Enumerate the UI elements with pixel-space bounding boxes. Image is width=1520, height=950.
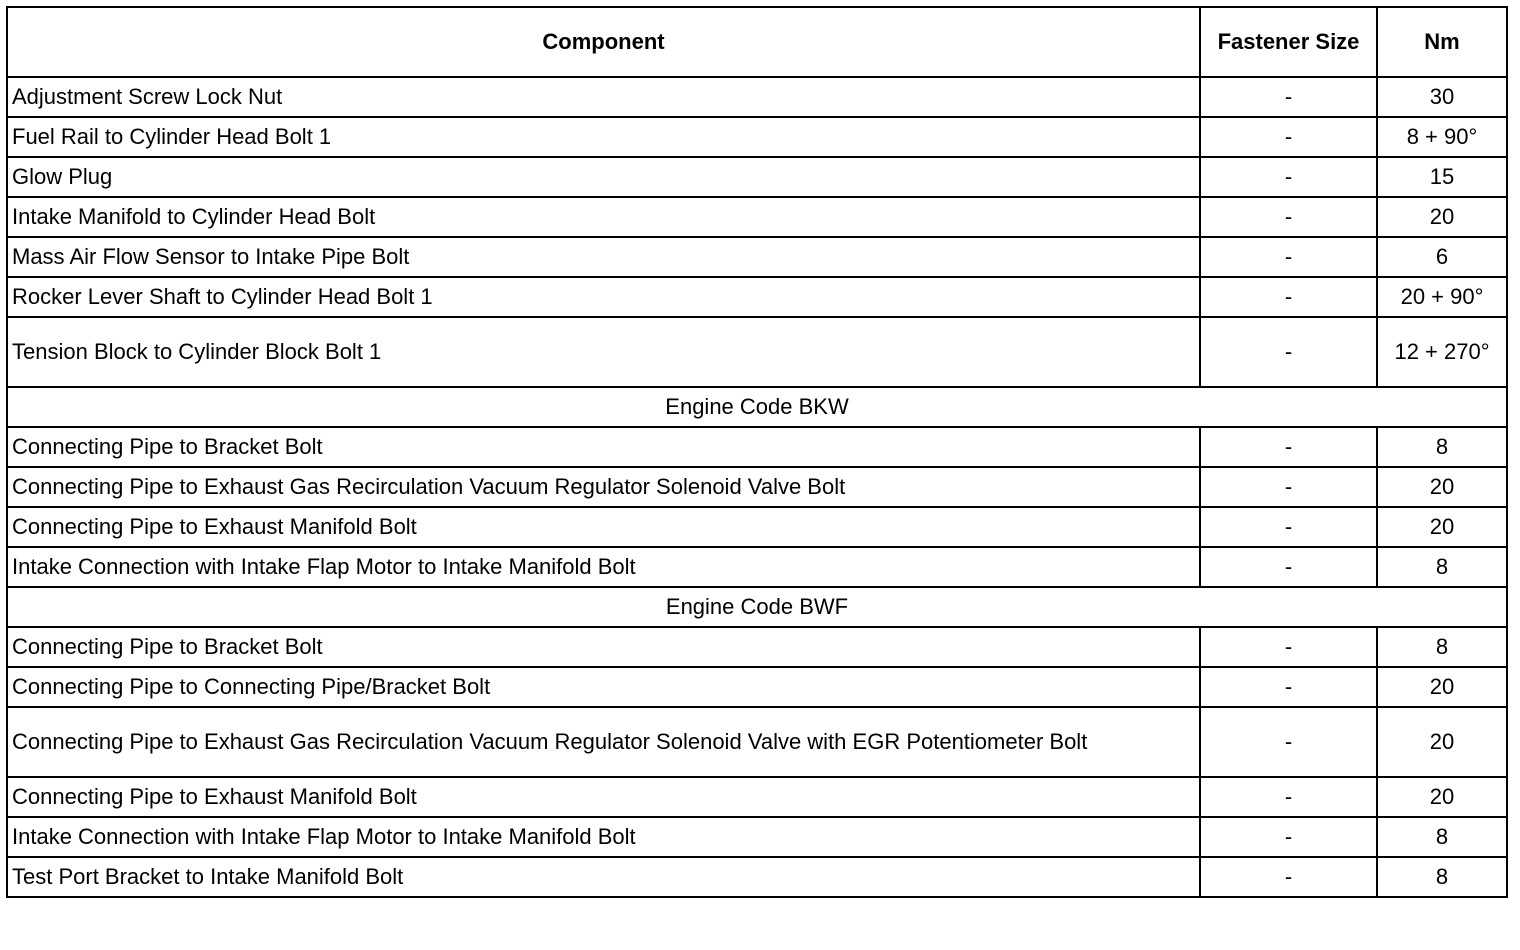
fastener-size-cell: - [1200, 237, 1377, 277]
table-row [7, 507, 1507, 547]
nm-cell: 30 [1377, 77, 1507, 117]
table-row [7, 237, 1507, 277]
nm-cell: 8 [1377, 427, 1507, 467]
component-cell: Connecting Pipe to Exhaust Gas Recirculation Vacuum Regulator Solenoid Valve with EGR Potentiometer Bolt [7, 707, 1200, 777]
table-row [7, 157, 1507, 197]
component-cell: Connecting Pipe to Connecting Pipe/Bracket Bolt [7, 667, 1200, 707]
section-row-bwf [7, 587, 1507, 627]
header-nm: Nm [1377, 7, 1507, 77]
table-row [7, 317, 1507, 387]
nm-cell: 20 + 90° [1377, 277, 1507, 317]
fastener-size-cell: - [1200, 467, 1377, 507]
component-cell: Connecting Pipe to Exhaust Gas Recirculation Vacuum Regulator Solenoid Valve Bolt [7, 467, 1200, 507]
component-cell: Connecting Pipe to Bracket Bolt [7, 427, 1200, 467]
nm-cell: 8 [1377, 627, 1507, 667]
nm-cell: 20 [1377, 667, 1507, 707]
fastener-size-cell: - [1200, 277, 1377, 317]
nm-cell: 20 [1377, 707, 1507, 777]
nm-cell: 15 [1377, 157, 1507, 197]
section-row-bkw [7, 387, 1507, 427]
table-row [7, 427, 1507, 467]
nm-cell: 8 + 90° [1377, 117, 1507, 157]
nm-cell: 6 [1377, 237, 1507, 277]
fastener-size-cell: - [1200, 817, 1377, 857]
fastener-size-cell: - [1200, 77, 1377, 117]
component-cell: Rocker Lever Shaft to Cylinder Head Bolt 1 [7, 277, 1200, 317]
nm-cell: 20 [1377, 507, 1507, 547]
nm-cell: 20 [1377, 777, 1507, 817]
header-component: Component [7, 7, 1200, 77]
fastener-size-cell: - [1200, 547, 1377, 587]
nm-cell: 20 [1377, 467, 1507, 507]
component-cell: Test Port Bracket to Intake Manifold Bolt [7, 857, 1200, 897]
table-row [7, 547, 1507, 587]
component-cell: Intake Manifold to Cylinder Head Bolt [7, 197, 1200, 237]
component-cell: Fuel Rail to Cylinder Head Bolt 1 [7, 117, 1200, 157]
fastener-size-cell: - [1200, 157, 1377, 197]
fastener-size-cell: - [1200, 627, 1377, 667]
fastener-size-cell: - [1200, 427, 1377, 467]
section-title-bkw: Engine Code BKW [7, 387, 1507, 427]
nm-cell: 12 + 270° [1377, 317, 1507, 387]
table-row [7, 277, 1507, 317]
table-row [7, 777, 1507, 817]
component-cell: Mass Air Flow Sensor to Intake Pipe Bolt [7, 237, 1200, 277]
fastener-size-cell: - [1200, 197, 1377, 237]
table-row [7, 627, 1507, 667]
nm-cell: 8 [1377, 817, 1507, 857]
fastener-size-cell: - [1200, 857, 1377, 897]
header-row [7, 7, 1507, 77]
nm-cell: 8 [1377, 857, 1507, 897]
nm-cell: 8 [1377, 547, 1507, 587]
component-cell: Intake Connection with Intake Flap Motor to Intake Manifold Bolt [7, 817, 1200, 857]
component-cell: Connecting Pipe to Exhaust Manifold Bolt [7, 507, 1200, 547]
section-title-bwf: Engine Code BWF [7, 587, 1507, 627]
component-cell: Adjustment Screw Lock Nut [7, 77, 1200, 117]
fastener-size-cell: - [1200, 117, 1377, 157]
fastener-size-cell: - [1200, 777, 1377, 817]
table-row [7, 197, 1507, 237]
table-row [7, 117, 1507, 157]
fastener-size-cell: - [1200, 317, 1377, 387]
component-cell: Intake Connection with Intake Flap Motor to Intake Manifold Bolt [7, 547, 1200, 587]
table-row [7, 707, 1507, 777]
fastener-size-cell: - [1200, 667, 1377, 707]
nm-cell: 20 [1377, 197, 1507, 237]
table-row [7, 467, 1507, 507]
table-row [7, 667, 1507, 707]
torque-spec-table [6, 6, 1508, 898]
header-fastener-size: Fastener Size [1200, 7, 1377, 77]
component-cell: Connecting Pipe to Exhaust Manifold Bolt [7, 777, 1200, 817]
fastener-size-cell: - [1200, 507, 1377, 547]
table-row [7, 77, 1507, 117]
table-row [7, 857, 1507, 897]
component-cell: Tension Block to Cylinder Block Bolt 1 [7, 317, 1200, 387]
fastener-size-cell: - [1200, 707, 1377, 777]
table-row [7, 817, 1507, 857]
component-cell: Glow Plug [7, 157, 1200, 197]
component-cell: Connecting Pipe to Bracket Bolt [7, 627, 1200, 667]
